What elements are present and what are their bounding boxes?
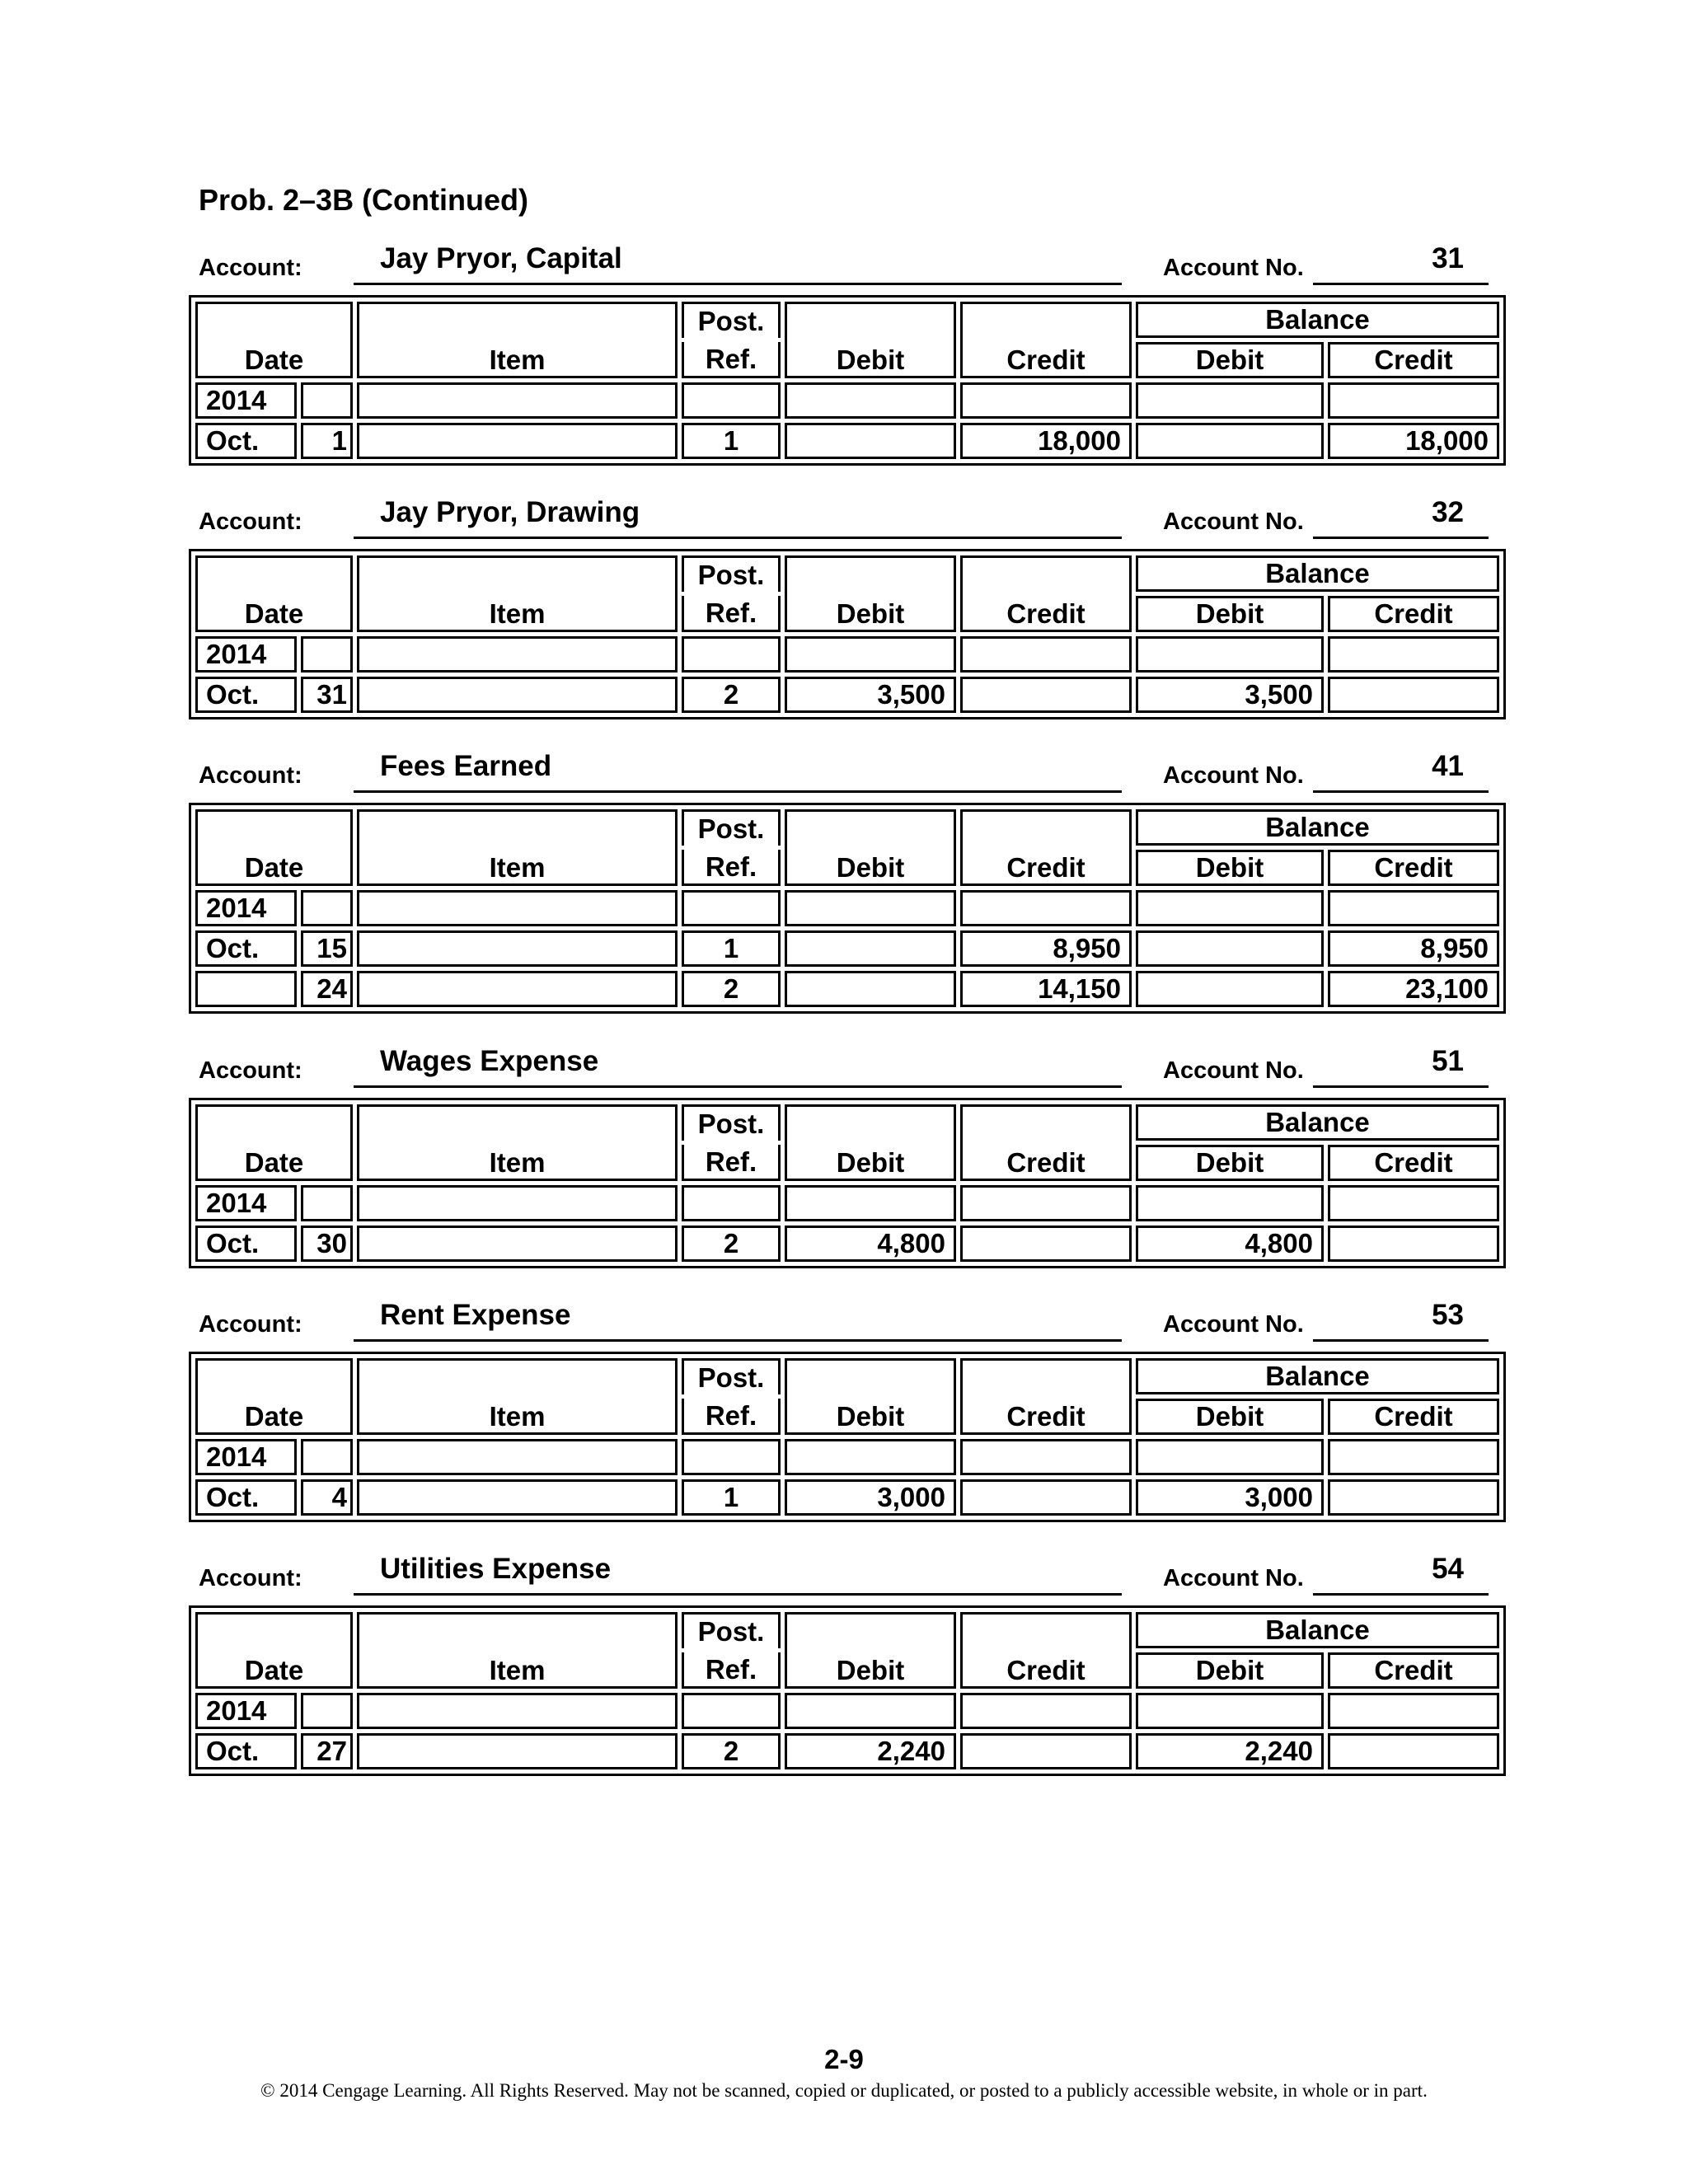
item-header: Item: [357, 1358, 678, 1435]
date-header: Date: [195, 555, 353, 632]
balance-credit-cell: 23,100: [1328, 971, 1499, 1007]
debit-cell: [785, 1439, 956, 1475]
balance-debit-cell: [1136, 971, 1324, 1007]
balance-debit-cell: [1136, 382, 1324, 419]
post-header: Post.: [682, 555, 781, 592]
account-name: Rent Expense: [354, 1297, 1122, 1342]
balance-header: Balance: [1136, 302, 1499, 338]
account-number: 51: [1313, 1043, 1489, 1088]
date-header: Date: [195, 1358, 353, 1435]
year-row: [195, 1439, 1499, 1475]
account-number: 41: [1313, 748, 1489, 793]
post-header: Post.: [682, 1104, 781, 1141]
account-number: 54: [1313, 1551, 1489, 1596]
item-header: Item: [357, 809, 678, 886]
ref-cell: 2: [682, 1733, 781, 1769]
ref-cell: [682, 1439, 781, 1475]
ref-cell: [682, 1693, 781, 1729]
ref-cell: 1: [682, 423, 781, 459]
balance-credit-header: Credit: [1328, 1652, 1499, 1689]
item-cell: [357, 971, 678, 1007]
balance-credit-header: Credit: [1328, 596, 1499, 632]
debit-header: Debit: [785, 1358, 956, 1435]
account-header: [199, 1546, 1489, 1596]
credit-header: Credit: [960, 1358, 1132, 1435]
balance-debit-cell: [1136, 423, 1324, 459]
debit-cell: [785, 636, 956, 673]
item-cell: [357, 930, 678, 967]
day-cell: 1: [301, 423, 353, 459]
ledger-table: [189, 803, 1506, 1014]
credit-cell: 18,000: [960, 423, 1132, 459]
balance-credit-cell: [1328, 1439, 1499, 1475]
balance-credit-cell: [1328, 1185, 1499, 1221]
balance-credit-cell: [1328, 636, 1499, 673]
credit-header: Credit: [960, 809, 1132, 886]
credit-cell: [960, 890, 1132, 926]
ref-cell: 1: [682, 1479, 781, 1516]
balance-credit-header: Credit: [1328, 850, 1499, 886]
account-label: Account:: [199, 762, 302, 789]
item-cell: [357, 1185, 678, 1221]
day-cell: [301, 382, 353, 419]
credit-cell: [960, 1479, 1132, 1516]
year-cell: 2014: [195, 636, 297, 673]
page-number: 2-9: [824, 2044, 864, 2074]
account-header: [199, 743, 1489, 793]
date-header: Date: [195, 302, 353, 378]
balance-header: Balance: [1136, 1104, 1499, 1141]
day-cell: [301, 1693, 353, 1729]
year-row: [195, 1693, 1499, 1729]
balance-header: Balance: [1136, 1358, 1499, 1394]
account-name: Fees Earned: [354, 748, 1122, 793]
ref-cell: [682, 382, 781, 419]
account-header: [199, 1038, 1489, 1088]
balance-debit-header: Debit: [1136, 342, 1324, 378]
copyright-notice: © 2014 Cengage Learning. All Rights Reserved. May not be scanned, copied or duplicated, or posted to a publicly accessible website, in whole or in part.: [260, 2080, 1428, 2101]
table-row: [195, 677, 1499, 713]
month-cell: Oct.: [195, 1226, 297, 1262]
table-row: [195, 971, 1499, 1007]
item-cell: [357, 636, 678, 673]
balance-debit-cell: [1136, 1693, 1324, 1729]
balance-credit-cell: [1328, 1479, 1499, 1516]
account-name: Jay Pryor, Drawing: [354, 494, 1122, 539]
balance-debit-cell: [1136, 636, 1324, 673]
credit-header: Credit: [960, 302, 1132, 378]
balance-debit-cell: [1136, 1185, 1324, 1221]
balance-credit-cell: [1328, 890, 1499, 926]
ref-header: Ref.: [682, 1145, 781, 1181]
table-row: [195, 1226, 1499, 1262]
post-header: Post.: [682, 809, 781, 846]
balance-debit-header: Debit: [1136, 1399, 1324, 1435]
account-number-label: Account No.: [1163, 1311, 1304, 1338]
balance-debit-cell: [1136, 1439, 1324, 1475]
account-number-label: Account No.: [1163, 1565, 1304, 1591]
month-cell: Oct.: [195, 677, 297, 713]
debit-cell: [785, 423, 956, 459]
debit-cell: [785, 1185, 956, 1221]
balance-credit-cell: [1328, 1733, 1499, 1769]
item-header: Item: [357, 1104, 678, 1181]
table-row: [195, 423, 1499, 459]
item-cell: [357, 382, 678, 419]
item-cell: [357, 677, 678, 713]
balance-debit-cell: [1136, 890, 1324, 926]
debit-cell: [785, 1693, 956, 1729]
credit-cell: [960, 382, 1132, 419]
year-row: [195, 1185, 1499, 1221]
balance-credit-header: Credit: [1328, 1399, 1499, 1435]
balance-credit-cell: [1328, 382, 1499, 419]
year-cell: 2014: [195, 890, 297, 926]
balance-credit-cell: [1328, 677, 1499, 713]
debit-cell: 3,500: [785, 677, 956, 713]
day-cell: 31: [301, 677, 353, 713]
balance-header: Balance: [1136, 555, 1499, 592]
debit-cell: 2,240: [785, 1733, 956, 1769]
account-number: 32: [1313, 494, 1489, 539]
post-header: Post.: [682, 302, 781, 338]
date-header: Date: [195, 809, 353, 886]
ref-header: Ref.: [682, 1399, 781, 1435]
item-header: Item: [357, 555, 678, 632]
item-header: Item: [357, 302, 678, 378]
account-header: [199, 490, 1489, 539]
year-cell: 2014: [195, 1185, 297, 1221]
credit-header: Credit: [960, 555, 1132, 632]
account-header: [199, 1292, 1489, 1342]
ref-cell: 2: [682, 677, 781, 713]
credit-header: Credit: [960, 1612, 1132, 1689]
credit-header: Credit: [960, 1104, 1132, 1181]
date-header: Date: [195, 1612, 353, 1689]
debit-cell: [785, 890, 956, 926]
balance-debit-cell: [1136, 930, 1324, 967]
ledger-table: [189, 1605, 1506, 1776]
balance-credit-cell: 8,950: [1328, 930, 1499, 967]
balance-debit-header: Debit: [1136, 850, 1324, 886]
balance-header: Balance: [1136, 809, 1499, 846]
ref-cell: [682, 1185, 781, 1221]
year-cell: 2014: [195, 382, 297, 419]
item-cell: [357, 1733, 678, 1769]
item-header: Item: [357, 1612, 678, 1689]
debit-cell: [785, 382, 956, 419]
year-cell: 2014: [195, 1693, 297, 1729]
account-header: [199, 236, 1489, 285]
day-cell: [301, 1439, 353, 1475]
debit-header: Debit: [785, 1612, 956, 1689]
balance-debit-header: Debit: [1136, 1145, 1324, 1181]
debit-cell: 4,800: [785, 1226, 956, 1262]
balance-credit-cell: 18,000: [1328, 423, 1499, 459]
page-title: Prob. 2–3B (Continued): [199, 183, 529, 217]
day-cell: 24: [301, 971, 353, 1007]
post-header: Post.: [682, 1612, 781, 1648]
item-cell: [357, 423, 678, 459]
account-label: Account:: [199, 1311, 302, 1338]
month-cell: Oct.: [195, 1733, 297, 1769]
month-cell: [195, 971, 297, 1007]
year-cell: 2014: [195, 1439, 297, 1475]
account-label: Account:: [199, 255, 302, 281]
ref-header: Ref.: [682, 850, 781, 886]
account-name: Jay Pryor, Capital: [354, 241, 1122, 285]
ledger-table: [189, 1098, 1506, 1268]
year-row: [195, 382, 1499, 419]
account-label: Account:: [199, 509, 302, 535]
ledger-table: [189, 549, 1506, 719]
account-label: Account:: [199, 1057, 302, 1084]
balance-debit-cell: 3,000: [1136, 1479, 1324, 1516]
balance-header: Balance: [1136, 1612, 1499, 1648]
account-number: 53: [1313, 1297, 1489, 1342]
ledger-table: [189, 1352, 1506, 1522]
credit-cell: 14,150: [960, 971, 1132, 1007]
ref-header: Ref.: [682, 1652, 781, 1689]
debit-cell: [785, 971, 956, 1007]
debit-cell: [785, 930, 956, 967]
balance-credit-cell: [1328, 1693, 1499, 1729]
month-cell: Oct.: [195, 1479, 297, 1516]
day-cell: [301, 1185, 353, 1221]
item-cell: [357, 1479, 678, 1516]
balance-debit-header: Debit: [1136, 1652, 1324, 1689]
account-number-label: Account No.: [1163, 509, 1304, 535]
balance-debit-header: Debit: [1136, 596, 1324, 632]
day-cell: [301, 636, 353, 673]
post-header: Post.: [682, 1358, 781, 1394]
item-cell: [357, 1693, 678, 1729]
ref-cell: [682, 890, 781, 926]
credit-cell: [960, 1226, 1132, 1262]
account-number-label: Account No.: [1163, 762, 1304, 789]
ref-cell: 2: [682, 971, 781, 1007]
balance-debit-cell: 3,500: [1136, 677, 1324, 713]
table-row: [195, 930, 1499, 967]
credit-cell: [960, 1185, 1132, 1221]
balance-credit-header: Credit: [1328, 342, 1499, 378]
credit-cell: [960, 1733, 1132, 1769]
balance-debit-cell: 2,240: [1136, 1733, 1324, 1769]
credit-cell: [960, 636, 1132, 673]
day-cell: 30: [301, 1226, 353, 1262]
debit-cell: 3,000: [785, 1479, 956, 1516]
ref-header: Ref.: [682, 596, 781, 632]
balance-credit-cell: [1328, 1226, 1499, 1262]
credit-cell: [960, 677, 1132, 713]
debit-header: Debit: [785, 1104, 956, 1181]
credit-cell: [960, 1693, 1132, 1729]
account-label: Account:: [199, 1565, 302, 1591]
credit-cell: 8,950: [960, 930, 1132, 967]
ref-header: Ref.: [682, 342, 781, 378]
table-row: [195, 1479, 1499, 1516]
account-number-label: Account No.: [1163, 1057, 1304, 1084]
ledger-table: [189, 295, 1506, 466]
year-row: [195, 636, 1499, 673]
balance-debit-cell: 4,800: [1136, 1226, 1324, 1262]
account-name: Wages Expense: [354, 1043, 1122, 1088]
account-number: 31: [1313, 241, 1489, 285]
day-cell: 15: [301, 930, 353, 967]
ref-cell: 1: [682, 930, 781, 967]
credit-cell: [960, 1439, 1132, 1475]
debit-header: Debit: [785, 809, 956, 886]
debit-header: Debit: [785, 555, 956, 632]
item-cell: [357, 890, 678, 926]
day-cell: 27: [301, 1733, 353, 1769]
debit-header: Debit: [785, 302, 956, 378]
item-cell: [357, 1439, 678, 1475]
balance-credit-header: Credit: [1328, 1145, 1499, 1181]
year-row: [195, 890, 1499, 926]
account-name: Utilities Expense: [354, 1551, 1122, 1596]
item-cell: [357, 1226, 678, 1262]
ref-cell: [682, 636, 781, 673]
day-cell: [301, 890, 353, 926]
account-number-label: Account No.: [1163, 255, 1304, 281]
table-row: [195, 1733, 1499, 1769]
day-cell: 4: [301, 1479, 353, 1516]
month-cell: Oct.: [195, 930, 297, 967]
date-header: Date: [195, 1104, 353, 1181]
ref-cell: 2: [682, 1226, 781, 1262]
month-cell: Oct.: [195, 423, 297, 459]
